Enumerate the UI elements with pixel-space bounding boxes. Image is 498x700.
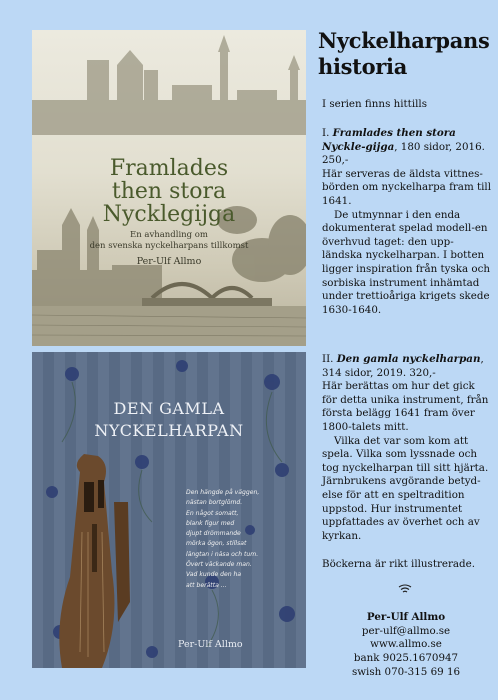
signal-waves-icon (398, 584, 412, 594)
book2-num: II. (322, 353, 334, 365)
cover-author: Per-Ulf Allmo (136, 256, 202, 267)
book2-paragraph-2: Vilka det var som kom att spela. Vilka som lyssnade och tog nyckelharpan till sitt hjärta. Järnbrukens avgörande betyd-else för att en speltradition uppstod. Hur instrumentet uppfattades av överhet och av kyrkan. (322, 434, 489, 542)
book1-description (322, 127, 492, 317)
contact-block (318, 611, 494, 680)
book1-paragraph-1: Här serveras de äldsta vittnes-börden om nyckelharpa fram till 1641. (322, 167, 492, 207)
book1-paragraph-2: De utmynnar i den enda dokumenterat spelad modell-en överhvud taget: den upp-ländska nyckelharpan. I botten ligger inspiration från tyska och sorbiska instrument inhämtad under trettioåriga krigets skede 1630-1640. (322, 208, 491, 316)
page-title: Nyckelharpans historia (318, 28, 490, 79)
book-cover-den-gamla (32, 352, 306, 668)
book1-header (322, 127, 492, 168)
contact-name: Per-Ulf Allmo (366, 611, 446, 623)
book2-details: , 314 sidor, 2019. 320,- (322, 353, 484, 379)
book1-num: I. (322, 127, 330, 139)
cover-author: Per-Ulf Allmo (178, 639, 243, 650)
closing-note: Böckerna är rikt illustrerade. (322, 558, 476, 570)
book2-description (322, 353, 492, 543)
contact-email[interactable]: per-ulf@allmo.se (361, 624, 451, 637)
book2-paragraph-1: Här berättas om hur det gick för detta unika instrument, från första belägg 1641 fram över 1800-talets mitt. (322, 380, 489, 433)
book1-details: , 180 sidor, 2016. 250,- (322, 140, 485, 167)
book2-title: Den gamla nyckelharpan (336, 353, 481, 365)
cover-poem: Den hängde på väggen, nästan bortglömd. En något somatt, blank figur med djupt drömmande mörka ögon, stillsat längtan i näsa och tum. Övert väckande man. Vad kunde den ha att berätta ... (186, 489, 260, 589)
cover-title: Framlades then stora Nycklegijga (102, 156, 236, 227)
contact-swish: swish 070-315 69 16 (351, 665, 461, 678)
cover-title: DEN GAMLA NYCKELHARPAN (94, 399, 244, 440)
series-intro: I serien finns hittills (322, 98, 427, 110)
contact-bank: bank 9025.1670947 (353, 652, 459, 665)
cover-subtitle: En avhandling om den svenska nyckelharpans tillkomst (89, 230, 249, 251)
book1-title: Framlades then stora Nyckle-gijga (322, 127, 456, 153)
heading-block (318, 28, 490, 80)
book2-header (322, 353, 492, 380)
contact-website[interactable]: www.allmo.se (370, 638, 442, 651)
book-cover-framlades (32, 30, 306, 346)
